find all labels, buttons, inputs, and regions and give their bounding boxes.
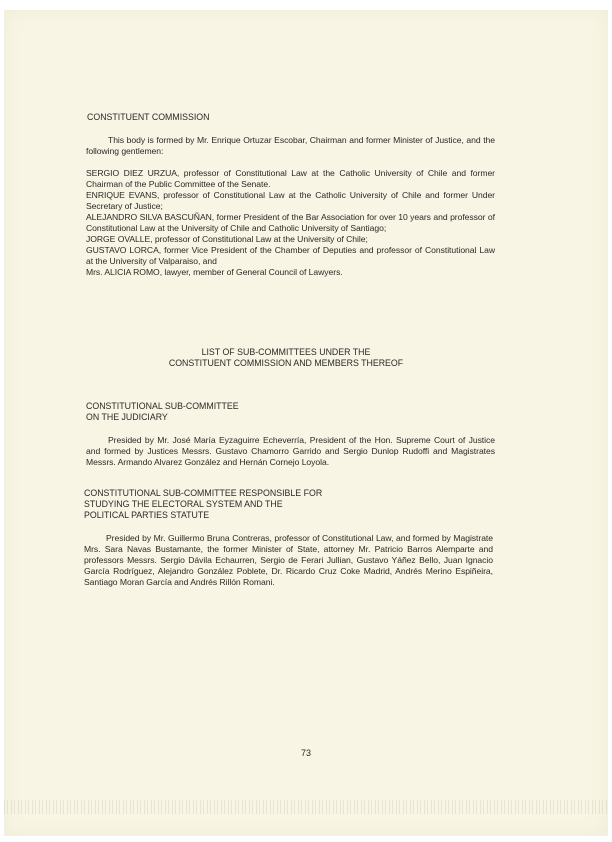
judiciary-heading-line2: ON THE JUDICIARY: [86, 412, 168, 422]
electoral-body: Presided by Mr. Guillermo Bruna Contreras, professor of Constitutional Law, and formed by Magistrate Mrs. Sara Navas Bustamante, the former Minister of State, attorney Mr. Patricio Barros Alemparte and professors Messrs. Sergio Dávila Echaurren, Sergio de Ferari Jullian, Gustavo Yáñez Bello, Juan Ignacio García Rodríguez, Alejandro González Poblete, Dr. Ricardo Cruz Coke Madrid, Andrés Merino Espiñeira, Santiago Moran García and Andrés Rillón Romani.: [84, 533, 493, 587]
member-entry: SERGIO DIEZ URZUA, professor of Constitutional Law at the Catholic University of Chile and former Chairman of the Public Committee of the Senate.: [86, 168, 495, 189]
subcommittees-heading-line1: LIST OF SUB-COMMITTEES UNDER THE: [201, 347, 371, 357]
subcommittees-heading: [0, 347, 572, 369]
commission-title: CONSTITUENT COMMISSION: [87, 112, 210, 122]
subcommittees-heading-line2: CONSTITUENT COMMISSION AND MEMBERS THEREOF: [168, 358, 404, 368]
document-page: [4, 10, 608, 836]
member-entry: GUSTAVO LORCA, former Vice President of the Chamber of Deputies and professor of Constitutional Law at the University of Valparaiso, and: [86, 245, 495, 266]
judiciary-body: Presided by Mr. José María Eyzaguirre Echeverría, President of the Hon. Supreme Court of Justice and formed by Justices Messrs. Gustavo Chamorro Garrido and Sergio Dunlop Rudoffi and Magistrates Messrs. Armando Alvarez González and Hernán Cornejo Loyola.: [86, 435, 495, 467]
scan-edge-artifact: [4, 800, 608, 814]
page-number: 73: [300, 748, 311, 758]
judiciary-heading: [86, 401, 239, 423]
member-entry: ENRIQUE EVANS, professor of Constitutional Law at the Catholic University of Chile and former Under Secretary of Justice;: [86, 190, 495, 211]
electoral-heading: [84, 488, 322, 521]
commission-members-list: [86, 168, 495, 278]
member-entry: Mrs. ALICIA ROMO, lawyer, member of General Council of Lawyers.: [86, 267, 343, 277]
commission-intro: This body is formed by Mr. Enrique Ortuzar Escobar, Chairman and former Minister of Justice, and the following gentlemen:: [86, 135, 495, 156]
electoral-heading-line2: STUDYING THE ELECTORAL SYSTEM AND THE: [84, 499, 283, 509]
judiciary-heading-line1: CONSTITUTIONAL SUB-COMMITTEE: [86, 401, 239, 411]
member-entry: JORGE OVALLE, professor of Constitutional Law at the University of Chile;: [86, 234, 368, 244]
electoral-heading-line3: POLITICAL PARTIES STATUTE: [84, 510, 210, 520]
electoral-heading-line1: CONSTITUTIONAL SUB-COMMITTEE RESPONSIBLE FOR: [84, 488, 323, 498]
member-entry: ALEJANDRO SILVA BASCUÑAN, former President of the Bar Association for over 10 years and professor of Constitutional Law at the University of Chile and Catholic University of Santiago;: [86, 212, 495, 233]
